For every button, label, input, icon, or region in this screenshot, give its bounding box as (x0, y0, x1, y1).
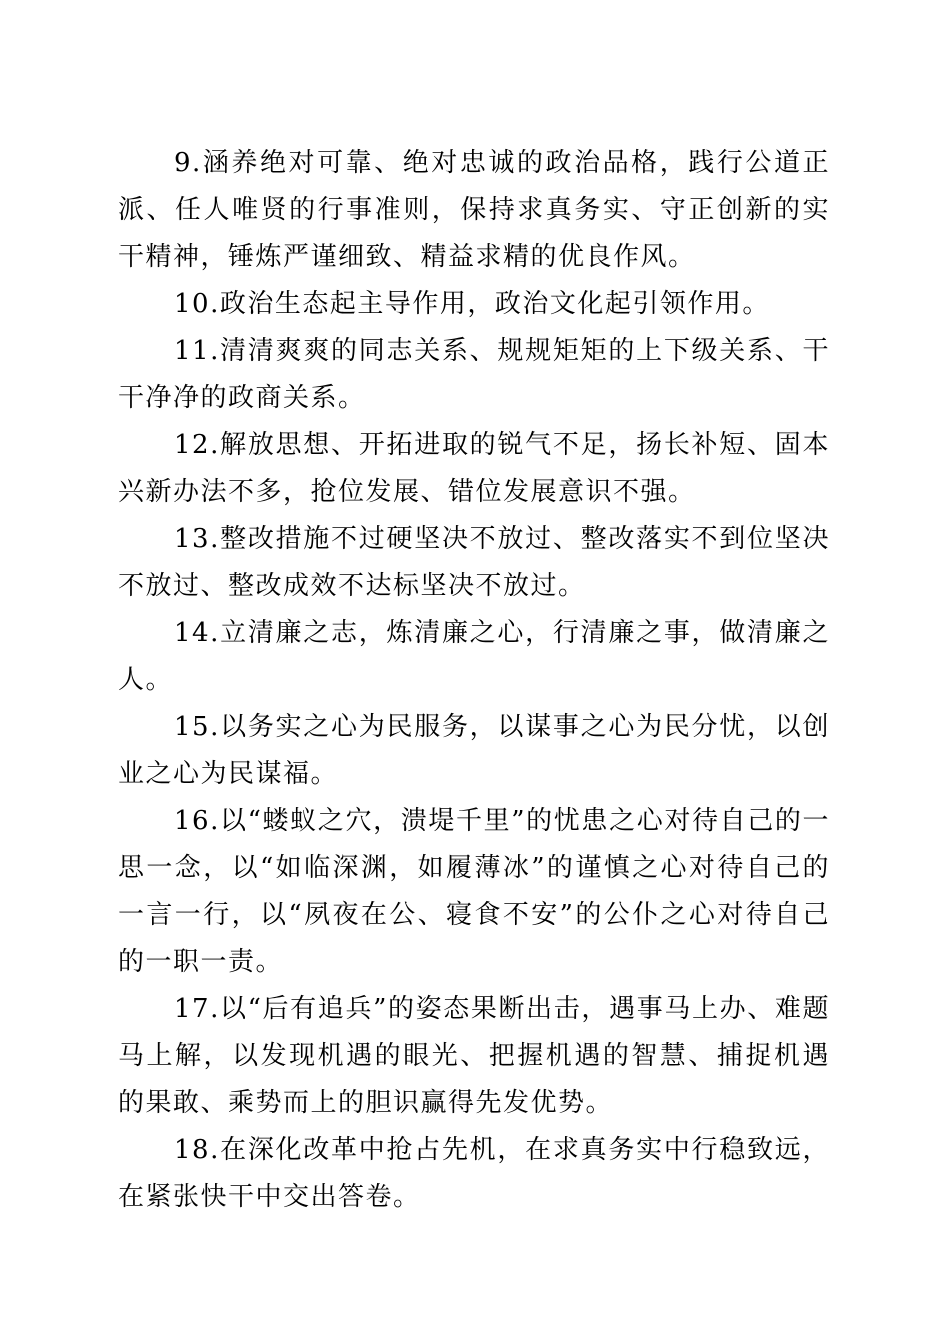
paragraph-10: 10.政治生态起主导作用，政治文化起引领作用。 (174, 289, 770, 319)
paragraph-12: 12.解放思想、开拓进取的锐气不足，扬长补短、固本兴新办法不多，抢位发展、错位发展意识不强。 (118, 430, 830, 507)
paragraph-15: 15.以务实之心为民服务，以谋事之心为民分忧，以创业之心为民谋福。 (118, 712, 830, 789)
paragraph-16: 16.以“蝼蚁之穴，溃堤千里”的忧患之心对待自己的一思一念，以“如临深渊，如履薄冰”的谨慎之心对待自己的一言一行，以“夙夜在公、寝食不安”的公仆之心对待自己的一职一责。 (118, 806, 830, 977)
paragraph-14: 14.立清廉之志，炼清廉之心，行清廉之事，做清廉之人。 (118, 618, 830, 695)
paragraph-17: 17.以“后有追兵”的姿态果断出击，遇事马上办、难题马上解，以发现机遇的眼光、把握机遇的智慧、捕捉机遇的果敢、乘势而上的胆识赢得先发优势。 (118, 994, 830, 1118)
paragraph-11: 11.清清爽爽的同志关系、规规矩矩的上下级关系、干干净净的政商关系。 (118, 336, 830, 413)
document-body (118, 140, 830, 1221)
paragraph-18: 18.在深化改革中抢占先机，在求真务实中行稳致远，在紧张快干中交出答卷。 (118, 1135, 830, 1212)
paragraph-9: 9.涵养绝对可靠、绝对忠诚的政治品格，践行公道正派、任人唯贤的行事准则，保持求真务实、守正创新的实干精神，锤炼严谨细致、精益求精的优良作风。 (118, 148, 830, 272)
paragraph-13: 13.整改措施不过硬坚决不放过、整改落实不到位坚决不放过、整改成效不达标坚决不放过。 (118, 524, 830, 601)
